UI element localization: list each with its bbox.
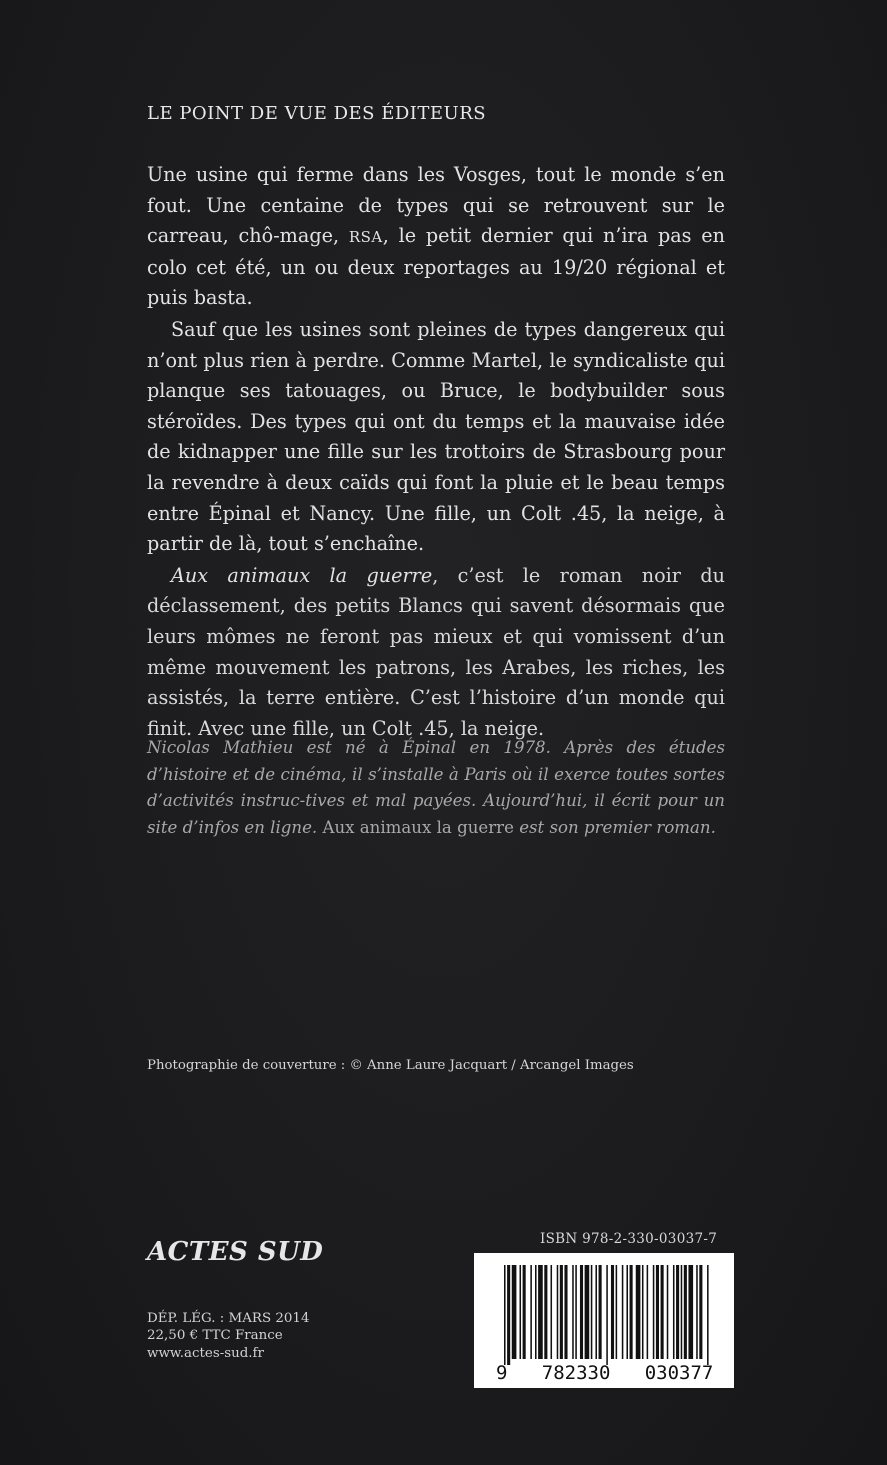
- barcode-bar: [707, 1265, 709, 1365]
- barcode-bar: [656, 1265, 659, 1359]
- barcode-bar: [622, 1265, 624, 1359]
- bio-text-a: Nicolas Mathieu est né à Épinal en 1978. Après des études d’histoire et de cinéma, il s’installe à Paris où il exerce toutes sortes d’activités instruc-tives et mal payées. Aujourd’hui, il écrit pour un site d’infos en ligne.: [147, 738, 725, 837]
- barcode-bar: [667, 1265, 669, 1359]
- barcode-bar: [688, 1265, 693, 1359]
- barcode: [474, 1253, 734, 1388]
- barcode-bar: [653, 1265, 655, 1359]
- blurb-p1-text-b: , le petit dernier qui n’ira pas en colo cet été, un ou deux reportages au 19/20 régional et puis basta.: [147, 224, 725, 310]
- barcode-bar: [591, 1265, 593, 1359]
- barcode-bar: [523, 1265, 526, 1359]
- barcode-bar: [572, 1265, 574, 1359]
- barcode-bar: [684, 1265, 687, 1359]
- barcode-bar: [585, 1265, 590, 1359]
- barcode-bar: [642, 1265, 644, 1359]
- barcode-bar: [564, 1265, 567, 1359]
- barcode-bar: [616, 1265, 618, 1359]
- bio-book-title: Aux animaux la guerre: [322, 817, 514, 837]
- barcode-bar: [636, 1265, 641, 1359]
- publisher-website: www.actes-sud.fr: [147, 1345, 264, 1361]
- photo-credit: Photographie de couverture : © Anne Laure Jacquart / Arcangel Images: [147, 1058, 634, 1073]
- barcode-bar: [673, 1265, 675, 1359]
- barcode-bar: [595, 1265, 597, 1359]
- barcode-bar: [560, 1265, 563, 1359]
- barcode-bar: [599, 1265, 602, 1359]
- barcode-bar: [661, 1265, 664, 1359]
- barcode-bar: [626, 1265, 628, 1359]
- publisher-logo-text: ACTES SUD: [147, 1237, 324, 1267]
- book-title-italic: Aux animaux la guerre: [171, 563, 433, 587]
- blurb-paragraph-1: [147, 160, 725, 314]
- blurb-text: [147, 160, 725, 744]
- barcode-digits: 9 782330 030377: [496, 1362, 714, 1384]
- barcode-bar: [504, 1265, 506, 1365]
- barcode-bar: [535, 1265, 537, 1359]
- barcode-bar: [551, 1265, 553, 1359]
- barcode-bar: [681, 1265, 683, 1359]
- barcode-bar: [530, 1265, 532, 1359]
- barcode-bar: [520, 1265, 522, 1359]
- barcode-bar: [699, 1265, 702, 1359]
- barcode-bar: [512, 1265, 517, 1359]
- section-heading: LE POINT DE VUE DES ÉDITEURS: [147, 103, 487, 124]
- price: 22,50 € TTC France: [147, 1328, 283, 1344]
- barcode-bar: [544, 1265, 547, 1359]
- blurb-paragraph-3: [147, 561, 725, 745]
- barcode-bar: [611, 1265, 614, 1359]
- barcode-bar: [538, 1265, 543, 1359]
- blurb-p3-text: , c’est le roman noir du déclassement, des petits Blancs qui savent désormais que leurs mômes ne feront pas mieux et qui vomissent d’un même mouvement les patrons, les Arabes, les riches, les assistés, la terre entière. C’est l’histoire d’un monde qui finit. Avec une fille, un Colt .45, la neige.: [147, 563, 725, 740]
- barcode-bar: [676, 1265, 679, 1359]
- barcode-bar: [507, 1265, 510, 1365]
- legal-info: [147, 1310, 309, 1362]
- blurb-paragraph-2: Sauf que les usines sont pleines de types dangereux qui n’ont plus rien à perdre. Comme Martel, le syndicaliste qui planque ses tatouages, ou Bruce, le bodybuilder sous stéroïdes. Des types qui ont du temps et la mauvaise idée de kidnapper une fille sur les trottoirs de Strasbourg pour la revendre à deux caïds qui font la pluie et le beau temps entre Épinal et Nancy. Une fille, un Colt .45, la neige, à partir de là, tout s’enchaîne.: [147, 317, 725, 556]
- barcode-bar: [647, 1265, 649, 1359]
- barcode-graphic: [474, 1253, 734, 1388]
- isbn-label: ISBN 978-2-330-03037-7: [540, 1231, 718, 1247]
- blurb-p1-text-a: Une usine qui ferme dans les Vosges, tout le monde s’en fout. Une centaine de types qui se retrouvent sur le carreau, chô-mage,: [147, 163, 725, 248]
- barcode-bar: [580, 1265, 583, 1359]
- author-bio: [147, 735, 725, 841]
- bio-text-b: est son premier roman.: [513, 817, 716, 837]
- barcode-bar: [696, 1265, 698, 1359]
- barcode-bar: [575, 1265, 577, 1359]
- blurb-p1-rsa: RSA: [348, 228, 383, 247]
- barcode-bar: [606, 1265, 608, 1365]
- barcode-bar: [557, 1265, 559, 1359]
- barcode-bar: [630, 1265, 633, 1359]
- legal-deposit: DÉP. LÉG. : MARS 2014: [147, 1311, 310, 1326]
